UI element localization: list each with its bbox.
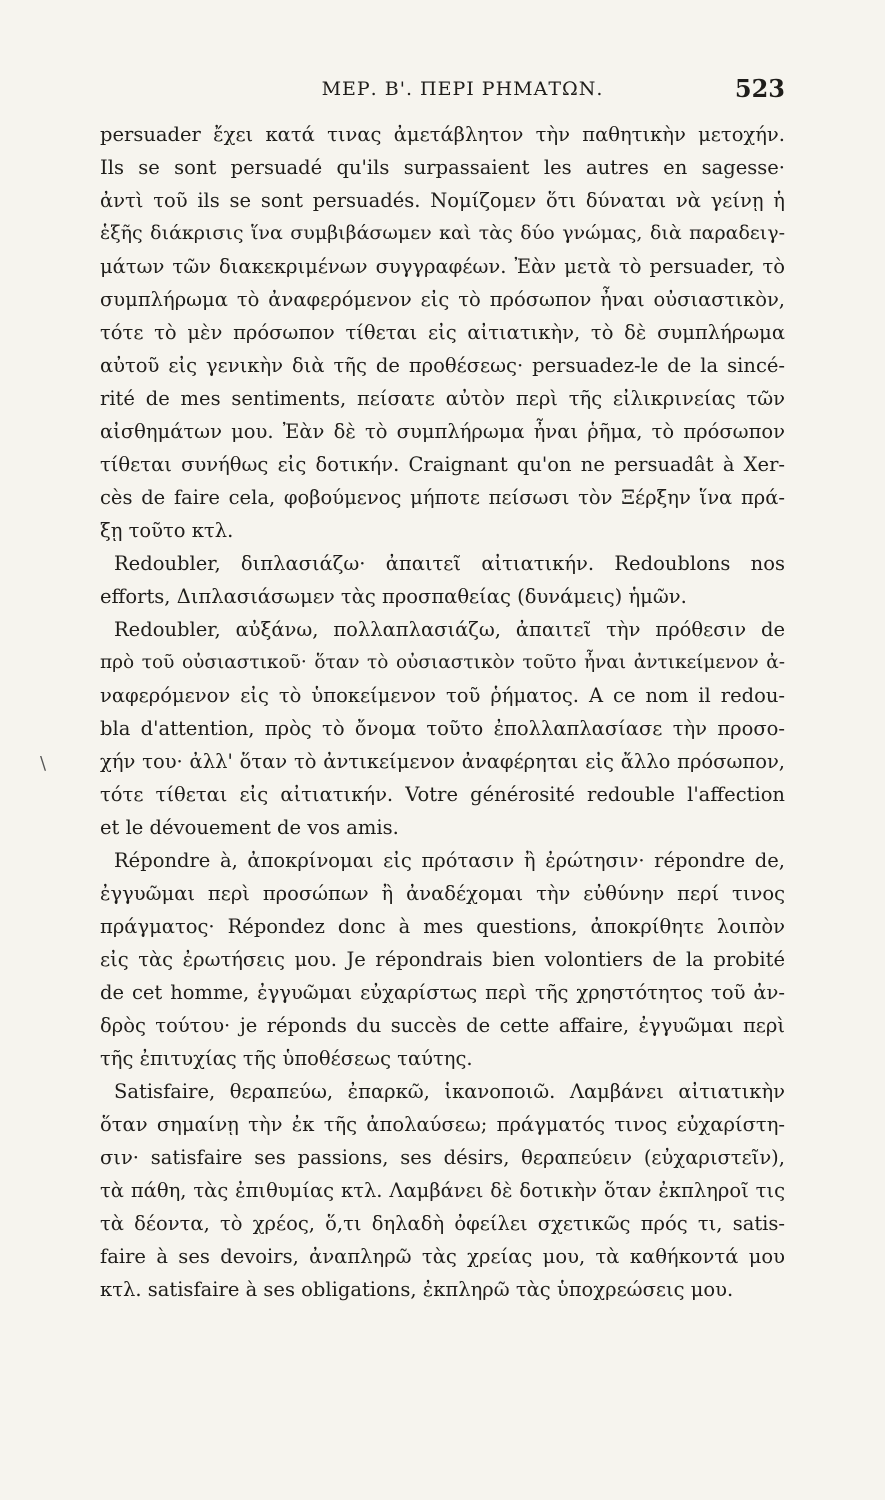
text-line: μάτων τῶν διακεκριμένων συγγραφέων. Ἐὰν μετὰ τὸ persuader, τὸ	[100, 255, 785, 278]
text-line: συμπλήρωμα τὸ ἀναφερόμενον εἰς τὸ πρόσωπον ἦναι οὐσιαστικὸν,	[100, 288, 785, 311]
text-line: ναφερόμενον εἰς τὸ ὑποκείμενον τοῦ ῥήματος. A ce nom il redou-	[100, 684, 785, 707]
text-line: πρὸ τοῦ οὐσιαστικοῦ· ὅταν τὸ οὐσιαστικὸν τοῦτο ἦναι ἀντικείμενον ἀ-	[100, 652, 785, 673]
text-line: αὐτοῦ εἰς γενικὴν διὰ τῆς de προθέσεως· persuadez-le de la sincé-	[100, 354, 785, 377]
text-line: τότε τὸ μὲν πρόσωπον τίθεται εἰς αἰτιατικὴν, τὸ δὲ συμπλήρωμα	[100, 321, 785, 344]
text-line: faire à ses devoirs, ἀναπληρῶ τὰς χρείας μου, τὰ καθήκοντά μου	[100, 1245, 785, 1268]
text-line: efforts, Διπλασιάσωμεν τὰς προσπαθείας (δυνάμεις) ἡμῶν.	[100, 585, 687, 608]
text-line: πράγματος· Répondez donc à mes questions, ἀποκρίθητε λοιπὸν	[100, 915, 785, 938]
text-line: τίθεται συνήθως εἰς δοτικήν. Craignant qu'on ne persuadât à Xer-	[100, 453, 785, 476]
text-line: τὰ πάθη, τὰς ἐπιθυμίας κτλ. Λαμβάνει δὲ δοτικὴν ὅταν ἐκπληροῖ τις	[100, 1179, 785, 1202]
page-number: 523	[734, 74, 785, 103]
text-line: χήν του· ἀλλ' ὅταν τὸ ἀντικείμενον ἀναφέρηται εἰς ἄλλο πρόσωπον,	[100, 750, 785, 773]
text-line: Ils se sont persuadé qu'ils surpassaient les autres en sagesse·	[100, 156, 785, 179]
text-line: τὰ δέοντα, τὸ χρέος, ὅ,τι δηλαδὴ ὀφείλει σχετικῶς πρός τι, satis-	[100, 1212, 785, 1235]
text-line: ξῃ τοῦτο κτλ.	[100, 519, 234, 542]
margin-mark: \	[40, 753, 47, 774]
text-line: Redoubler, αὐξάνω, πολλαπλασιάζω, ἀπαιτεῖ τὴν πρόθεσιν de	[114, 618, 785, 641]
text-line: rité de mes sentiments, πείσατε αὐτὸν περὶ τῆς εἰλικρινείας τῶν	[100, 387, 785, 410]
text-line: δρὸς τούτου· je réponds du succès de cette affaire, ἐγγυῶμαι περὶ	[100, 1014, 785, 1037]
text-line: et le dévouement de vos amis.	[100, 816, 399, 839]
text-line: αἰσθημάτων μου. Ἐὰν δὲ τὸ συμπλήρωμα ἦναι ῥῆμα, τὸ πρόσωπον	[100, 420, 785, 443]
text-line: Redoubler, διπλασιάζω· ἀπαιτεῖ αἰτιατικήν. Redoublons nos	[114, 552, 785, 575]
text-line: cès de faire cela, φοβούμενος μήποτε πείσωσι τὸν Ξέρξην ἵνα πρά-	[100, 486, 785, 509]
text-line: Répondre à, ἀποκρίνομαι εἰς πρότασιν ἢ ἐρώτησιν· répondre de,	[114, 849, 785, 872]
text-line: ἀντὶ τοῦ ils se sont persuadés. Νομίζομεν ὅτι δύναται νὰ γείνῃ ἡ	[100, 189, 785, 212]
page-header	[100, 72, 785, 108]
text-line: de cet homme, ἐγγυῶμαι εὐχαρίστως περὶ τῆς χρηστότητος τοῦ ἀν-	[100, 981, 785, 1004]
text-line: κτλ. satisfaire à ses obligations, ἐκπληρῶ τὰς ὑποχρεώσεις μου.	[100, 1278, 734, 1301]
text-line: τῆς ἐπιτυχίας τῆς ὑποθέσεως ταύτης.	[100, 1047, 473, 1070]
text-line: τότε τίθεται εἰς αἰτιατικήν. Votre générosité redouble l'affection	[100, 783, 785, 806]
text-line: persuader ἔχει κατά τινας ἀμετάβλητον τὴν παθητικὴν μετοχήν.	[100, 123, 785, 146]
text-line: σιν· satisfaire ses passions, ses désirs, θεραπεύειν (εὐχαριστεῖν),	[100, 1146, 785, 1169]
text-line: Satisfaire, θεραπεύω, ἐπαρκῶ, ἱκανοποιῶ. Λαμβάνει αἰτιατικὴν	[114, 1080, 785, 1103]
text-line: ἐγγυῶμαι περὶ προσώπων ἢ ἀναδέχομαι τὴν εὐθύνην περί τινος	[100, 882, 785, 905]
text-line: εἰς τὰς ἐρωτήσεις μου. Je répondrais bien volontiers de la probité	[100, 948, 785, 971]
text-line: ἑξῆς διάκρισις ἵνα συμβιβάσωμεν καὶ τὰς δύο γνώμας, διὰ παραδειγ-	[100, 222, 785, 244]
text-line: bla d'attention, πρὸς τὸ ὄνομα τοῦτο ἐπολλαπλασίασε τὴν προσο-	[100, 717, 785, 740]
text-line: ὅταν σημαίνῃ τὴν ἐκ τῆς ἀπολαύσεω; πράγματός τινος εὐχαρίστη-	[100, 1113, 785, 1136]
body-text	[100, 118, 785, 1306]
running-head: ΜΕΡ. Β'. ΠΕΡΙ ΡΗΜΑΤΩΝ.	[321, 78, 604, 100]
